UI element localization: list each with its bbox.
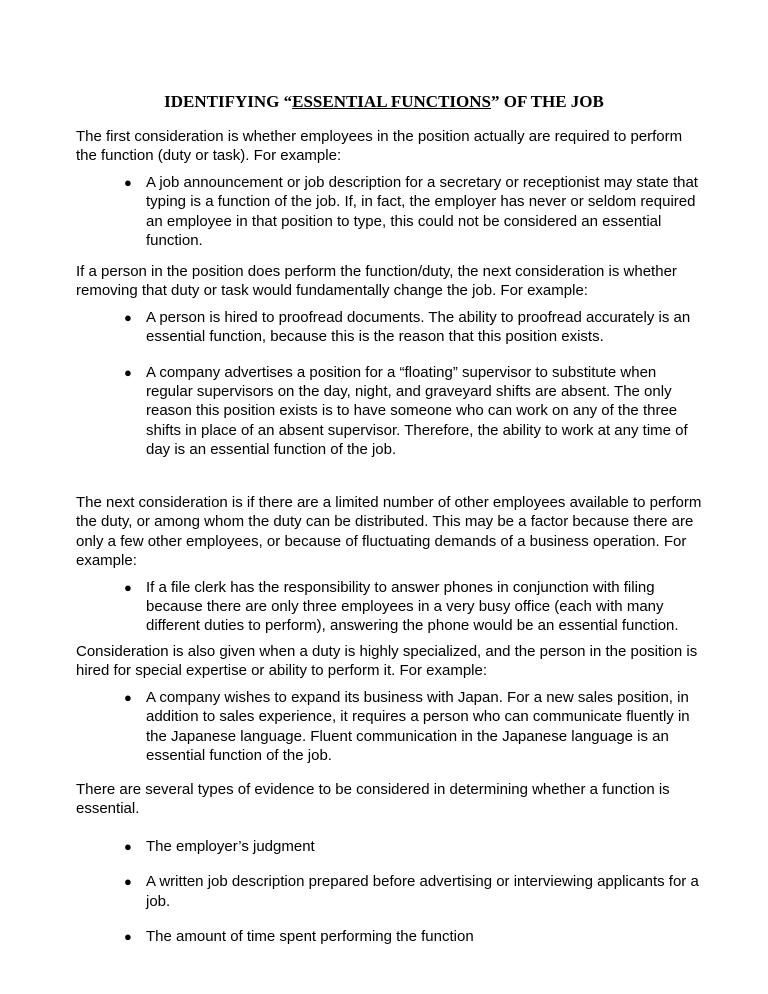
bullet-icon: ● bbox=[124, 689, 132, 705]
title-suffix: ” OF THE JOB bbox=[490, 92, 604, 111]
section-5 bbox=[76, 780, 704, 946]
bullet-icon: ● bbox=[124, 874, 132, 890]
title-prefix: IDENTIFYING “ bbox=[164, 92, 293, 111]
list-item bbox=[76, 363, 704, 460]
list-item bbox=[76, 173, 704, 251]
title-underlined: ESSENTIAL FUNCTIONS bbox=[292, 92, 491, 111]
list-item bbox=[76, 837, 704, 856]
bullet-list bbox=[76, 837, 704, 947]
list-item-text: A written job description prepared before advertising or interviewing applicants for a job. bbox=[146, 873, 699, 910]
bullet-icon: ● bbox=[124, 364, 132, 380]
paragraph: The next consideration is if there are a limited number of other employees available to perform the duty, or among whom the duty can be distributed. This may be a factor because there are only a few other employees, or because of fluctuating demands of a business operation. For example: bbox=[76, 494, 702, 570]
paragraph: If a person in the position does perform the function/duty, the next consideration is whether removing that duty or task would fundamentally change the job. For example: bbox=[76, 263, 677, 300]
bullet-icon: ● bbox=[124, 309, 132, 325]
list-item-text: The amount of time spent performing the function bbox=[146, 928, 474, 946]
page-title bbox=[0, 91, 768, 113]
bullet-icon: ● bbox=[124, 838, 132, 854]
bullet-icon: ● bbox=[124, 174, 132, 190]
paragraph: There are several types of evidence to be considered in determining whether a function is essential. bbox=[76, 781, 670, 818]
list-item bbox=[76, 927, 704, 946]
section-1 bbox=[76, 127, 704, 250]
bullet-icon: ● bbox=[124, 929, 132, 945]
list-item bbox=[76, 578, 704, 636]
list-item-text: A person is hired to proofread documents. The ability to proofread accurately is an essential function, because this is the reason that this position exists. bbox=[146, 308, 691, 346]
list-item-text: The employer’s judgment bbox=[146, 837, 315, 855]
bullet-icon: ● bbox=[124, 579, 132, 595]
paragraph: Consideration is also given when a duty is highly specialized, and the person in the position is hired for special expertise or ability to perform it. For example: bbox=[76, 643, 698, 680]
section-4 bbox=[76, 642, 704, 765]
bullet-list bbox=[76, 578, 704, 636]
list-item-text: A job announcement or job description for a secretary or receptionist may state that typing is a function of the job. If, in fact, the employer has never or seldom required an employee in that position to type, this could not be considered an essential function. bbox=[146, 173, 698, 250]
list-item-text: If a file clerk has the responsibility to answer phones in conjunction with filing because there are only three employees in a very busy office (each with many different duties to perform), answering the phone would be an essential function. bbox=[146, 578, 679, 635]
list-item bbox=[76, 688, 704, 766]
section-3 bbox=[76, 493, 704, 636]
bullet-list bbox=[76, 173, 704, 251]
paragraph: The first consideration is whether employees in the position actually are required to perform the function (duty or task). For example: bbox=[76, 128, 683, 165]
bullet-list bbox=[76, 308, 704, 460]
section-2 bbox=[76, 262, 704, 460]
list-item bbox=[76, 308, 704, 347]
list-item bbox=[76, 872, 704, 911]
list-item-text: A company advertises a position for a “floating” supervisor to substitute when regular supervisors on the day, night, and graveyard shifts are absent. The only reason this position exists is to have someone who can work on any of the three shifts in place of an absent supervisor. Therefore, the ability to work at any time of day is an essential function of the job. bbox=[146, 363, 688, 459]
list-item-text: A company wishes to expand its business with Japan. For a new sales position, in addition to sales experience, it requires a person who can communicate fluently in the Japanese language. Fluent communication in the Japanese language is an essential function of the job. bbox=[146, 688, 690, 765]
bullet-list bbox=[76, 688, 704, 766]
